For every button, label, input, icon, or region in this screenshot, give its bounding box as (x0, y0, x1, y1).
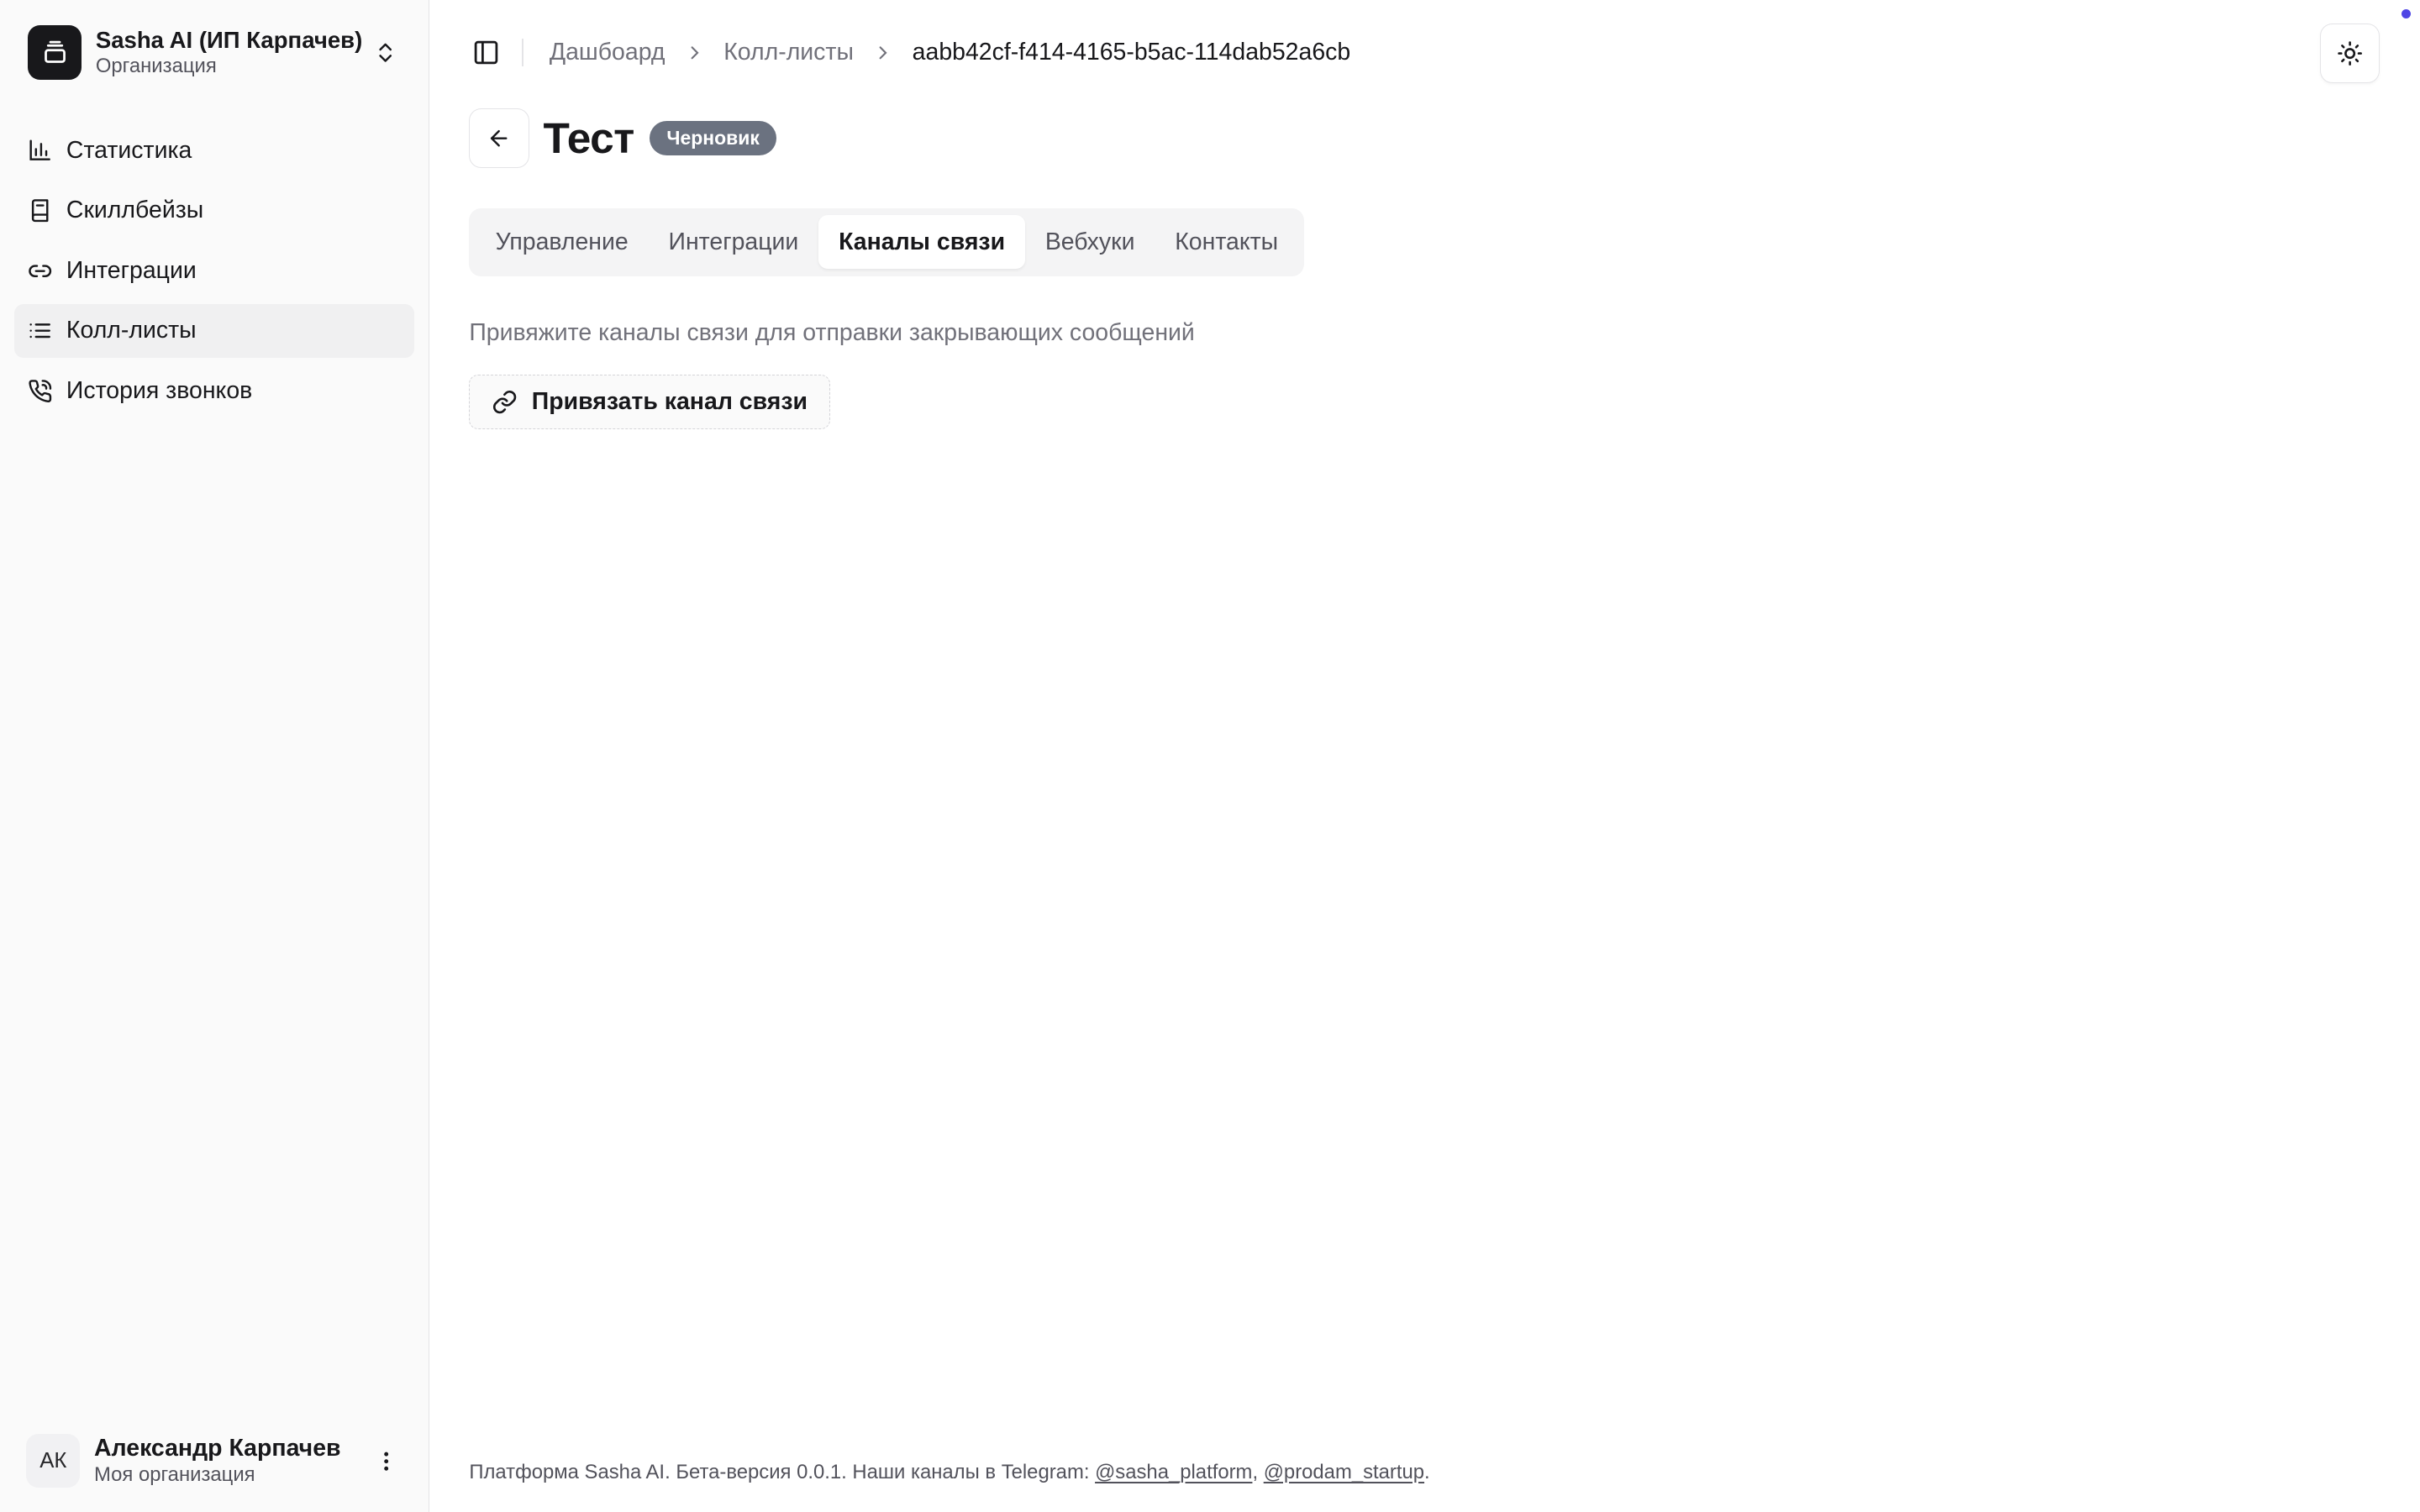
link-icon (492, 389, 518, 415)
sidebar-item-label: Скиллбейзы (66, 197, 204, 224)
theme-toggle-button[interactable] (2320, 24, 2381, 84)
org-logo-icon (28, 25, 82, 79)
tab-integrations[interactable]: Интеграции (668, 228, 799, 255)
sun-icon (2337, 40, 2363, 66)
divider (522, 39, 523, 66)
footer-separator: , (1252, 1460, 1264, 1483)
user-profile[interactable] (14, 1429, 415, 1494)
page-title: Тест (543, 113, 634, 163)
page-content (469, 108, 2380, 429)
org-name: Sasha AI (ИП Карпачев) (95, 27, 363, 54)
chevron-right-icon (872, 42, 894, 64)
user-name: Александр Карпачев (94, 1435, 341, 1462)
breadcrumb (550, 39, 1350, 66)
chevrons-up-down-icon (373, 40, 397, 65)
sidebar-item-call-history[interactable] (14, 364, 415, 417)
user-subtitle: Моя организация (94, 1463, 255, 1487)
tabs (469, 208, 1304, 276)
tab-webhooks[interactable]: Вебхуки (1044, 228, 1135, 255)
footer-text: Платформа Sasha AI. Бета-версия 0.0.1. Наши каналы в Telegram: (469, 1460, 1096, 1483)
topbar (469, 0, 1350, 105)
breadcrumb-dashboard[interactable]: Дашбоард (549, 38, 666, 66)
link-icon (28, 259, 52, 283)
sidebar-item-label: Колл-листы (66, 317, 197, 344)
org-subtitle: Организация (95, 55, 217, 78)
status-badge: Черновик (650, 121, 776, 156)
sidebar-item-label: Интеграции (66, 256, 197, 284)
breadcrumb-call-lists[interactable]: Колл-листы (723, 38, 854, 66)
sidebar-item-call-lists[interactable] (14, 304, 415, 358)
sidebar-item-label: Статистика (66, 136, 192, 164)
sidebar-item-integrations[interactable] (14, 244, 415, 297)
sidebar-item-label: История звонков (66, 377, 253, 405)
sidebar-item-statistics[interactable] (14, 123, 415, 177)
footer-end: . (1424, 1460, 1430, 1483)
phone-icon (28, 379, 52, 403)
back-button[interactable] (469, 108, 529, 169)
sidebar (0, 0, 429, 1512)
tab-management[interactable]: Управление (495, 228, 629, 255)
tab-contacts[interactable]: Контакты (1175, 228, 1279, 255)
avatar: АК (26, 1434, 80, 1488)
channels-description: Привяжите каналы связи для отправки закрывающих сообщений (469, 319, 1195, 347)
book-icon (28, 198, 52, 223)
org-switcher[interactable] (13, 22, 416, 83)
sidebar-nav (0, 123, 429, 424)
footer-link-sasha-platform[interactable]: @sasha_platform (1095, 1460, 1253, 1483)
link-channel-button[interactable] (469, 375, 829, 428)
footer-link-prodam-startup[interactable]: @prodam_startup (1263, 1460, 1425, 1483)
list-icon (28, 318, 52, 343)
breadcrumb-current: aabb42cf-f414-4165-b5ac-114dab52a6cb (912, 38, 1351, 66)
main-content (429, 0, 2420, 1512)
sidebar-item-skillbases[interactable] (14, 184, 415, 238)
chevron-right-icon (684, 42, 706, 64)
arrow-left-icon (487, 126, 511, 150)
notification-dot (2402, 9, 2411, 18)
sidebar-toggle-icon[interactable] (469, 35, 502, 69)
more-vertical-icon[interactable] (371, 1446, 402, 1477)
footer (469, 1461, 1429, 1484)
link-channel-label: Привязать канал связи (531, 387, 808, 415)
tab-channels[interactable]: Каналы связи (818, 215, 1025, 269)
bar-chart-icon (28, 138, 52, 162)
